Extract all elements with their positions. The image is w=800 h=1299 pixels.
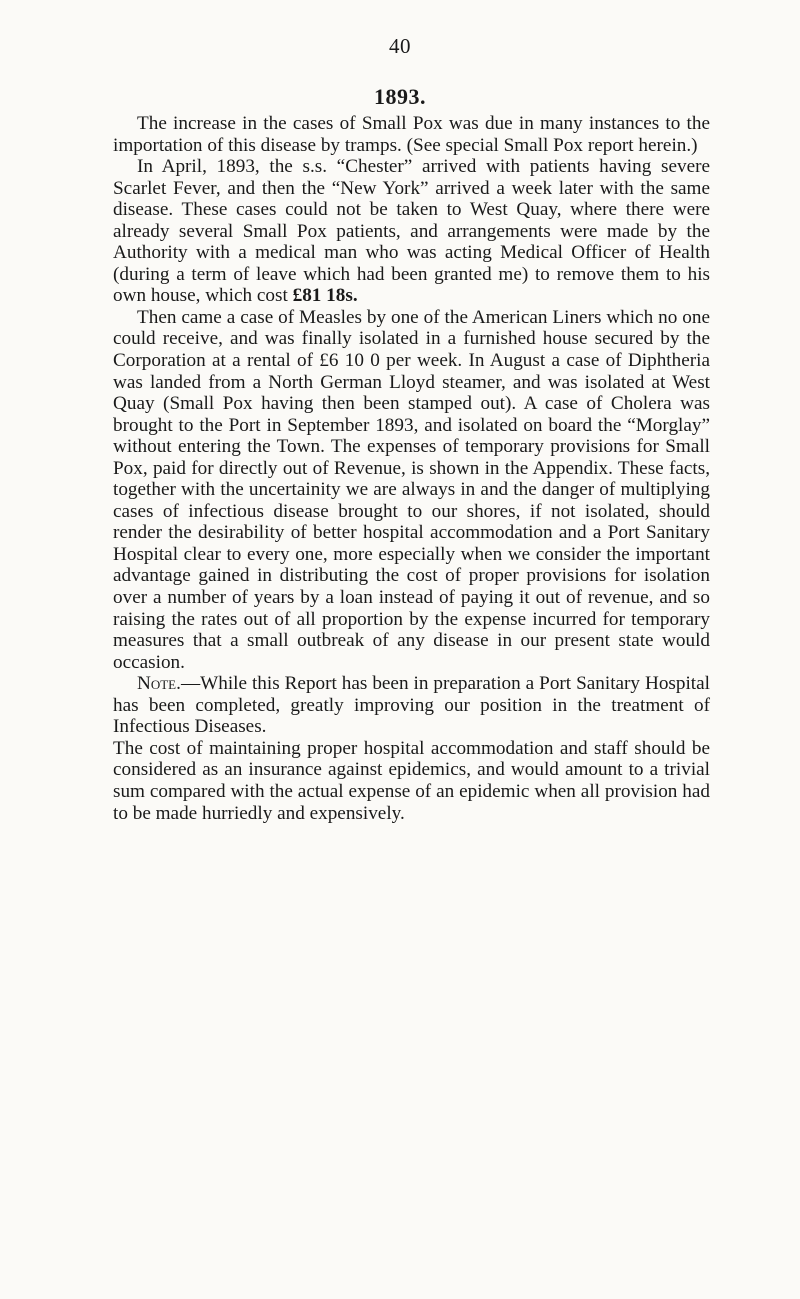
paragraph-text: —While this Report has been in preparation a Port Sanitary Hospital has been completed, greatly improving our position in the treatment of Infectious Diseases. <box>113 673 710 738</box>
report-body <box>113 113 710 824</box>
paragraph-text: Then came a case of Measles by one of the American Liners which no one could receive, and was finally isolated in a furnished house secured by the Corporation at a rental of £6 10 0 per week. In August a case of Diphtheria was landed from a North German Lloyd steamer, and was isolated at West Quay (Small Pox having then been stamped out). A case of Cholera was brought to the Port in September 1893, and isolated on board the “Morglay” without entering the Town. The expenses of temporary provisions for Small Pox, paid for directly out of Revenue, is shown in the Appendix. These facts, together with the uncertainity we are always in and the danger of multiplying cases of infectious disease brought to our shores, if not isolated, should render the desirability of better hospital accommodation and a Port Sanitary Hospital clear to every one, more especially when we consider the important advantage gained in distributing the cost of proper provisions for isolation over a number of years by a loan instead of paying it out of revenue, and so raising the rates out of all proportion by the expense incurred for temporary measures that a small outbreak of any disease in our present state would occasion. <box>113 306 710 673</box>
year-heading: 1893. <box>374 84 426 109</box>
paragraph-text: The cost of maintaining proper hospital accommodation and staff should be considered as an insurance against epidemics, and would amount to a trivial sum compared with the actual expense of an epidemic when all provision had to be made hurriedly and expensively. <box>113 737 710 824</box>
cost-amount: £81 18s. <box>292 285 358 307</box>
note-label: Note. <box>137 673 181 695</box>
paragraph-scarlet-fever <box>113 156 710 307</box>
paragraph-measles-diphtheria-cholera <box>113 307 710 673</box>
paragraph-small-pox-tramps <box>113 113 710 156</box>
paragraph-text: The increase in the cases of Small Pox was due in many instances to the importation of this disease by tramps. (See special Small Pox report herein.) <box>113 113 710 156</box>
paragraph-text: In April, 1893, the s.s. “Chester” arrived with patients having severe Scarlet Fever, and then the “New York” arrived a week later with the same disease. These cases could not be taken to West Quay, where there were already several Small Pox patients, and arrangements were made by the Authority with a medical man who was acting Medical Officer of Health (during a term of leave which had been granted me) to remove them to his own house, which cost <box>113 156 710 307</box>
page-number: 40 <box>389 34 411 58</box>
paragraph-note <box>113 673 710 738</box>
paragraph-insurance <box>113 738 710 824</box>
